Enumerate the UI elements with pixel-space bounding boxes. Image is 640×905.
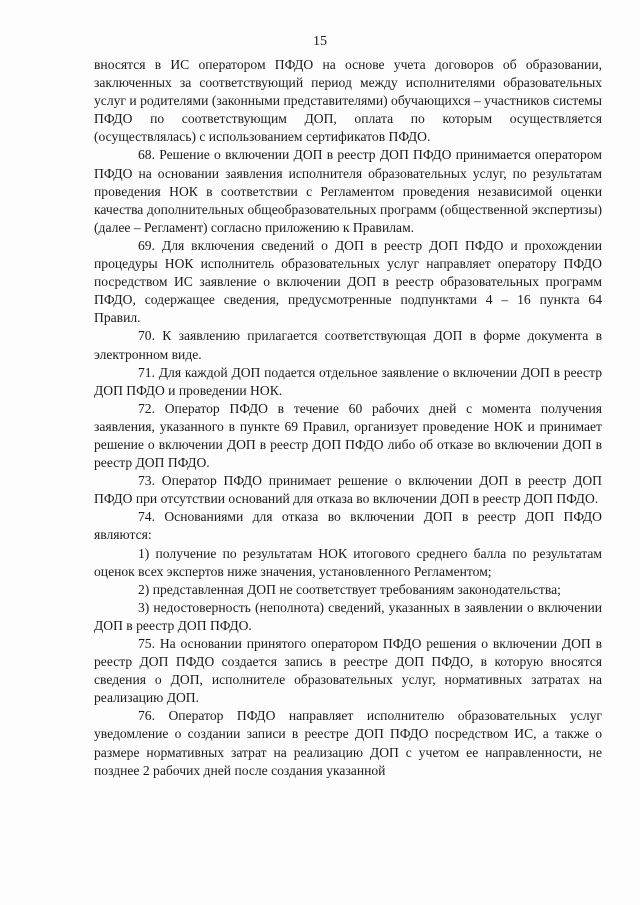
paragraph-74-item-2: 2) представленная ДОП не соответствует требованиям законодательства; bbox=[138, 581, 561, 597]
paragraph-70: 70. К заявлению прилагается соответствующая ДОП в форме документа в электронном виде. bbox=[94, 328, 602, 362]
paragraph-74-item-3: 3) недостоверность (неполнота) сведений, указанных в заявлении о включении ДОП в реестр ДОП ПФДО. bbox=[94, 599, 602, 633]
paragraph-68: 68. Решение о включении ДОП в реестр ДОП ПФДО принимается оператором ПФДО на основании заявления исполнителя образовательных услуг, по результатам проведения НОК в соответствии с Регламентом проведения независимой оценки качества дополнительных общеобразовательных программ (общественной экспертизы) (далее – Регламент) согласно приложению к Правилам. bbox=[94, 147, 602, 235]
paragraph-69: 69. Для включения сведений о ДОП в реестр ДОП ПФДО и прохождении процедуры НОК исполнитель образовательных услуг направляет оператору ПФДО посредством ИС заявление о включении ДОП в реестр образовательных программ ПФДО, содержащее сведения, предусмотренные подпунктами 4 – 16 пункта 64 Правил. bbox=[94, 237, 602, 326]
paragraph-71: 71. Для каждой ДОП подается отдельное заявление о включении ДОП в реестр ДОП ПФДО и проведении НОК. bbox=[94, 364, 602, 398]
paragraph-continuation: вносятся в ИС оператором ПФДО на основе учета договоров об образовании, заключенных за соответствующий период между исполнителями образовательных услуг и родителями (законными представителями) обучающихся – участников системы ПФДО по соответствующим ДОП, оплата по которым осуществляется (осуществлялась) с использованием сертификатов ПФДО. bbox=[94, 57, 602, 145]
paragraph-72: 72. Оператор ПФДО в течение 60 рабочих дней с момента получения заявления, указанного в пункте 69 Правил, организует проведение НОК и принимает решение о включении ДОП в реестр ДОП ПФДО либо об отказе во включении ДОП в реестр ДОП ПФДО. bbox=[94, 400, 602, 471]
paragraph-74: 74. Основаниями для отказа во включении ДОП в реестр ДОП ПФДО являются: bbox=[94, 509, 602, 543]
paragraph-76: 76. Оператор ПФДО направляет исполнителю образовательных услуг уведомление о создании записи в реестре ДОП ПФДО посредством ИС, а также о размере нормативных затрат на реализацию ДОП с учетом ее направленности, не позднее 2 рабочих дней после создания указанной bbox=[94, 708, 602, 778]
document-body bbox=[94, 56, 602, 780]
paragraph-75: 75. На основании принятого оператором ПФДО решения о включении ДОП в реестр ДОП ПФДО создается запись в реестре ДОП ПФДО, в которую вносятся сведения о ДОП, исполнителе образовательных услуг, нормативных затратах на реализацию ДОП. bbox=[94, 636, 602, 706]
page-number: 15 bbox=[313, 34, 327, 49]
paragraph-74-item-1: 1) получение по результатам НОК итогового среднего балла по результатам оценок всех экспертов ниже значения, установленного Регламентом; bbox=[94, 545, 602, 579]
paragraph-73: 73. Оператор ПФДО принимает решение о включении ДОП в реестр ДОП ПФДО при отсутствии оснований для отказа во включении ДОП в реестр ДОП ПФДО. bbox=[94, 473, 602, 507]
